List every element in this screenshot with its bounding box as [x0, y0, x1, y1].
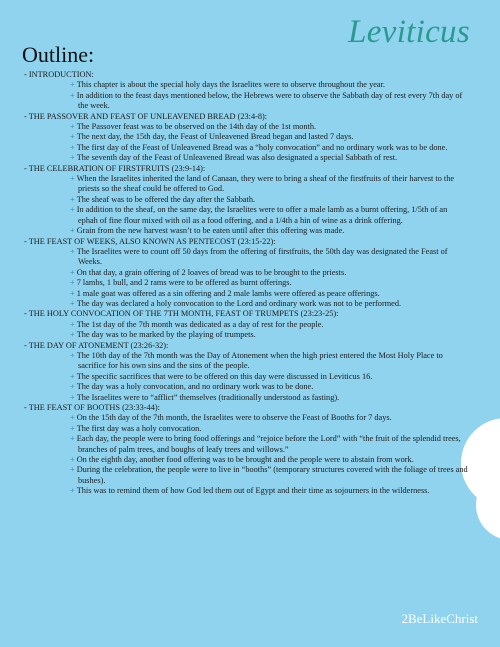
outline-item [24, 247, 469, 268]
outline-heading: Outline: [22, 42, 95, 67]
outline-item [24, 91, 469, 112]
outline-item-text: When the Israelites inherited the land of Canaan, they were to bring a sheaf of the firstfruits of their harvest to the priests so the sheaf could be offered to God. [76, 174, 455, 194]
outline-item-text: 1 male goat was offered as a sin offering and 2 male lambs were offered as peace offerings. [76, 288, 380, 298]
plus-bullet-icon: + [70, 455, 75, 465]
plus-bullet-icon: + [70, 350, 75, 360]
outline-item [24, 351, 469, 372]
plus-bullet-icon: + [70, 267, 75, 277]
outline-item-text: The specific sacrifices that were to be offered on this day were discussed in Leviticus 16. [76, 371, 373, 381]
outline-item [24, 143, 469, 153]
plus-bullet-icon: + [70, 434, 75, 444]
outline-item [24, 289, 469, 299]
outline-item [24, 174, 469, 195]
outline-item [24, 299, 469, 309]
plus-bullet-icon: + [70, 153, 75, 163]
plus-bullet-icon: + [70, 392, 75, 402]
outline-item-text: In addition to the sheaf, on the same day, the Israelites were to offer a male lamb as a burnt offering, 1/5th of an ephah of fine flour mixed with oil as a food offering, and a 1/4th a hin of wine as a drink offering. [76, 205, 448, 225]
outline-item-text: Grain from the new harvest wasn’t to be eaten until after this offering was made. [76, 226, 345, 236]
plus-bullet-icon: + [70, 382, 75, 392]
outline-item-text: The next day, the 15th day, the Feast of Unleavened Bread began and lasted 7 days. [76, 132, 354, 142]
outline-item-text: The day was declared a holy convocation to the Lord and ordinary work was not to be performed. [76, 298, 402, 308]
outline-item [24, 205, 469, 226]
outline-item-text: On the 15th day of the 7th month, the Israelites were to observe the Feast of Booths for 7 days. [76, 413, 392, 423]
section-heading: - THE HOLY CONVOCATION OF THE 7TH MONTH, FEAST OF TRUMPETS (23:23-25): [24, 309, 469, 319]
outline-item [24, 122, 469, 132]
plus-bullet-icon: + [70, 122, 75, 132]
outline-item-text: The Israelites were to “afflict” themselves (traditionally understood as fasting). [76, 392, 340, 402]
outline-item-text: The day was to be marked by the playing of trumpets. [76, 330, 256, 340]
plus-bullet-icon: + [70, 246, 75, 256]
plus-bullet-icon: + [70, 423, 75, 433]
outline-item-text: The 10th day of the 7th month was the Day of Atonement when the high priest entered the Most Holy Place to sacrifice for his own sins and the sins of the people. [76, 350, 443, 371]
outline-item-text: The Passover feast was to be observed on the 14th day of the 1st month. [76, 122, 317, 132]
section-heading: - THE FEAST OF BOOTHS (23:33-44): [24, 403, 469, 413]
outline-item-text: The Israelites were to count off 50 days from the offering of firstfruits, the 50th day was designated the Feast of Weeks. [76, 246, 448, 267]
outline-item [24, 486, 469, 496]
outline-item [24, 330, 469, 340]
outline-item [24, 455, 469, 465]
outline-item-text: Each day, the people were to bring food offerings and “rejoice before the Lord” with “the fruit of the splendid trees, branches of palm trees, and boughs of leafy trees and willows.” [76, 434, 461, 454]
outline-item [24, 226, 469, 236]
section-heading: - THE CELEBRATION OF FIRSTFRUITS (23:9-14): [24, 164, 469, 174]
outline-item [24, 413, 469, 423]
section-heading: - THE PASSOVER AND FEAST OF UNLEAVENED BREAD (23:4-8): [24, 112, 469, 122]
plus-bullet-icon: + [70, 205, 75, 215]
outline-item [24, 278, 469, 288]
outline-item-text: The first day was a holy convocation. [76, 423, 202, 433]
outline-item [24, 393, 469, 403]
plus-bullet-icon: + [70, 194, 75, 204]
outline-item [24, 434, 469, 455]
section-heading: - INTRODUCTION: [24, 70, 469, 80]
outline-item-text: The sheaf was to be offered the day after the Sabbath. [76, 194, 256, 204]
book-title: Leviticus [348, 14, 470, 50]
footer-brand: 2BeLikeChrist [401, 611, 478, 626]
outline-content [24, 70, 469, 497]
outline-item-text: On that day, a grain offering of 2 loaves of bread was to be brought to the priests. [76, 267, 347, 277]
outline-item-text: The seventh day of the Feast of Unleavened Bread was also designated a special Sabbath of rest. [76, 153, 398, 163]
plus-bullet-icon: + [70, 288, 75, 298]
outline-item [24, 320, 469, 330]
outline-item-text: This chapter is about the special holy days the Israelites were to observe throughout the year. [76, 80, 385, 90]
outline-item-text: The first day of the Feast of Unleavened Bread was a “holy convocation” and no ordinary work was to be done. [76, 142, 448, 152]
outline-item [24, 382, 469, 392]
outline-item [24, 465, 469, 486]
plus-bullet-icon: + [70, 226, 75, 236]
outline-item [24, 372, 469, 382]
outline-item-text: 7 lambs, 1 bull, and 2 rams were to be offered as burnt offerings. [76, 278, 292, 288]
plus-bullet-icon: + [70, 90, 75, 100]
outline-item [24, 195, 469, 205]
plus-bullet-icon: + [70, 319, 75, 329]
plus-bullet-icon: + [70, 142, 75, 152]
section-heading: - THE DAY OF ATONEMENT (23:26-32): [24, 341, 469, 351]
outline-item-text: On the eighth day, another food offering was to be brought and the people were to abstain from work. [76, 455, 414, 465]
plus-bullet-icon: + [70, 132, 75, 142]
section-heading: - THE FEAST OF WEEKS, ALSO KNOWN AS PENTECOST (23:15-22): [24, 237, 469, 247]
plus-bullet-icon: + [70, 413, 75, 423]
plus-bullet-icon: + [70, 278, 75, 288]
outline-item-text: The day was a holy convocation, and no ordinary work was to be done. [76, 382, 314, 392]
outline-item-text: In addition to the feast days mentioned below, the Hebrews were to observe the Sabbath day of rest every 7th day of the week. [76, 90, 463, 111]
outline-item-text: This was to remind them of how God led them out of Egypt and their time as sojourners in the wilderness. [76, 486, 430, 496]
outline-item [24, 153, 469, 163]
plus-bullet-icon: + [70, 371, 75, 381]
outline-item [24, 268, 469, 278]
plus-bullet-icon: + [70, 80, 75, 90]
outline-item [24, 80, 469, 90]
plus-bullet-icon: + [70, 465, 75, 475]
outline-item [24, 132, 469, 142]
plus-bullet-icon: + [70, 486, 75, 496]
outline-item-text: The 1st day of the 7th month was dedicated as a day of rest for the people. [76, 319, 324, 329]
outline-item [24, 424, 469, 434]
plus-bullet-icon: + [70, 330, 75, 340]
outline-item-text: During the celebration, the people were to live in “booths” (temporary structures covered with the foliage of trees and bushes). [76, 465, 468, 485]
plus-bullet-icon: + [70, 298, 75, 308]
plus-bullet-icon: + [70, 174, 75, 184]
